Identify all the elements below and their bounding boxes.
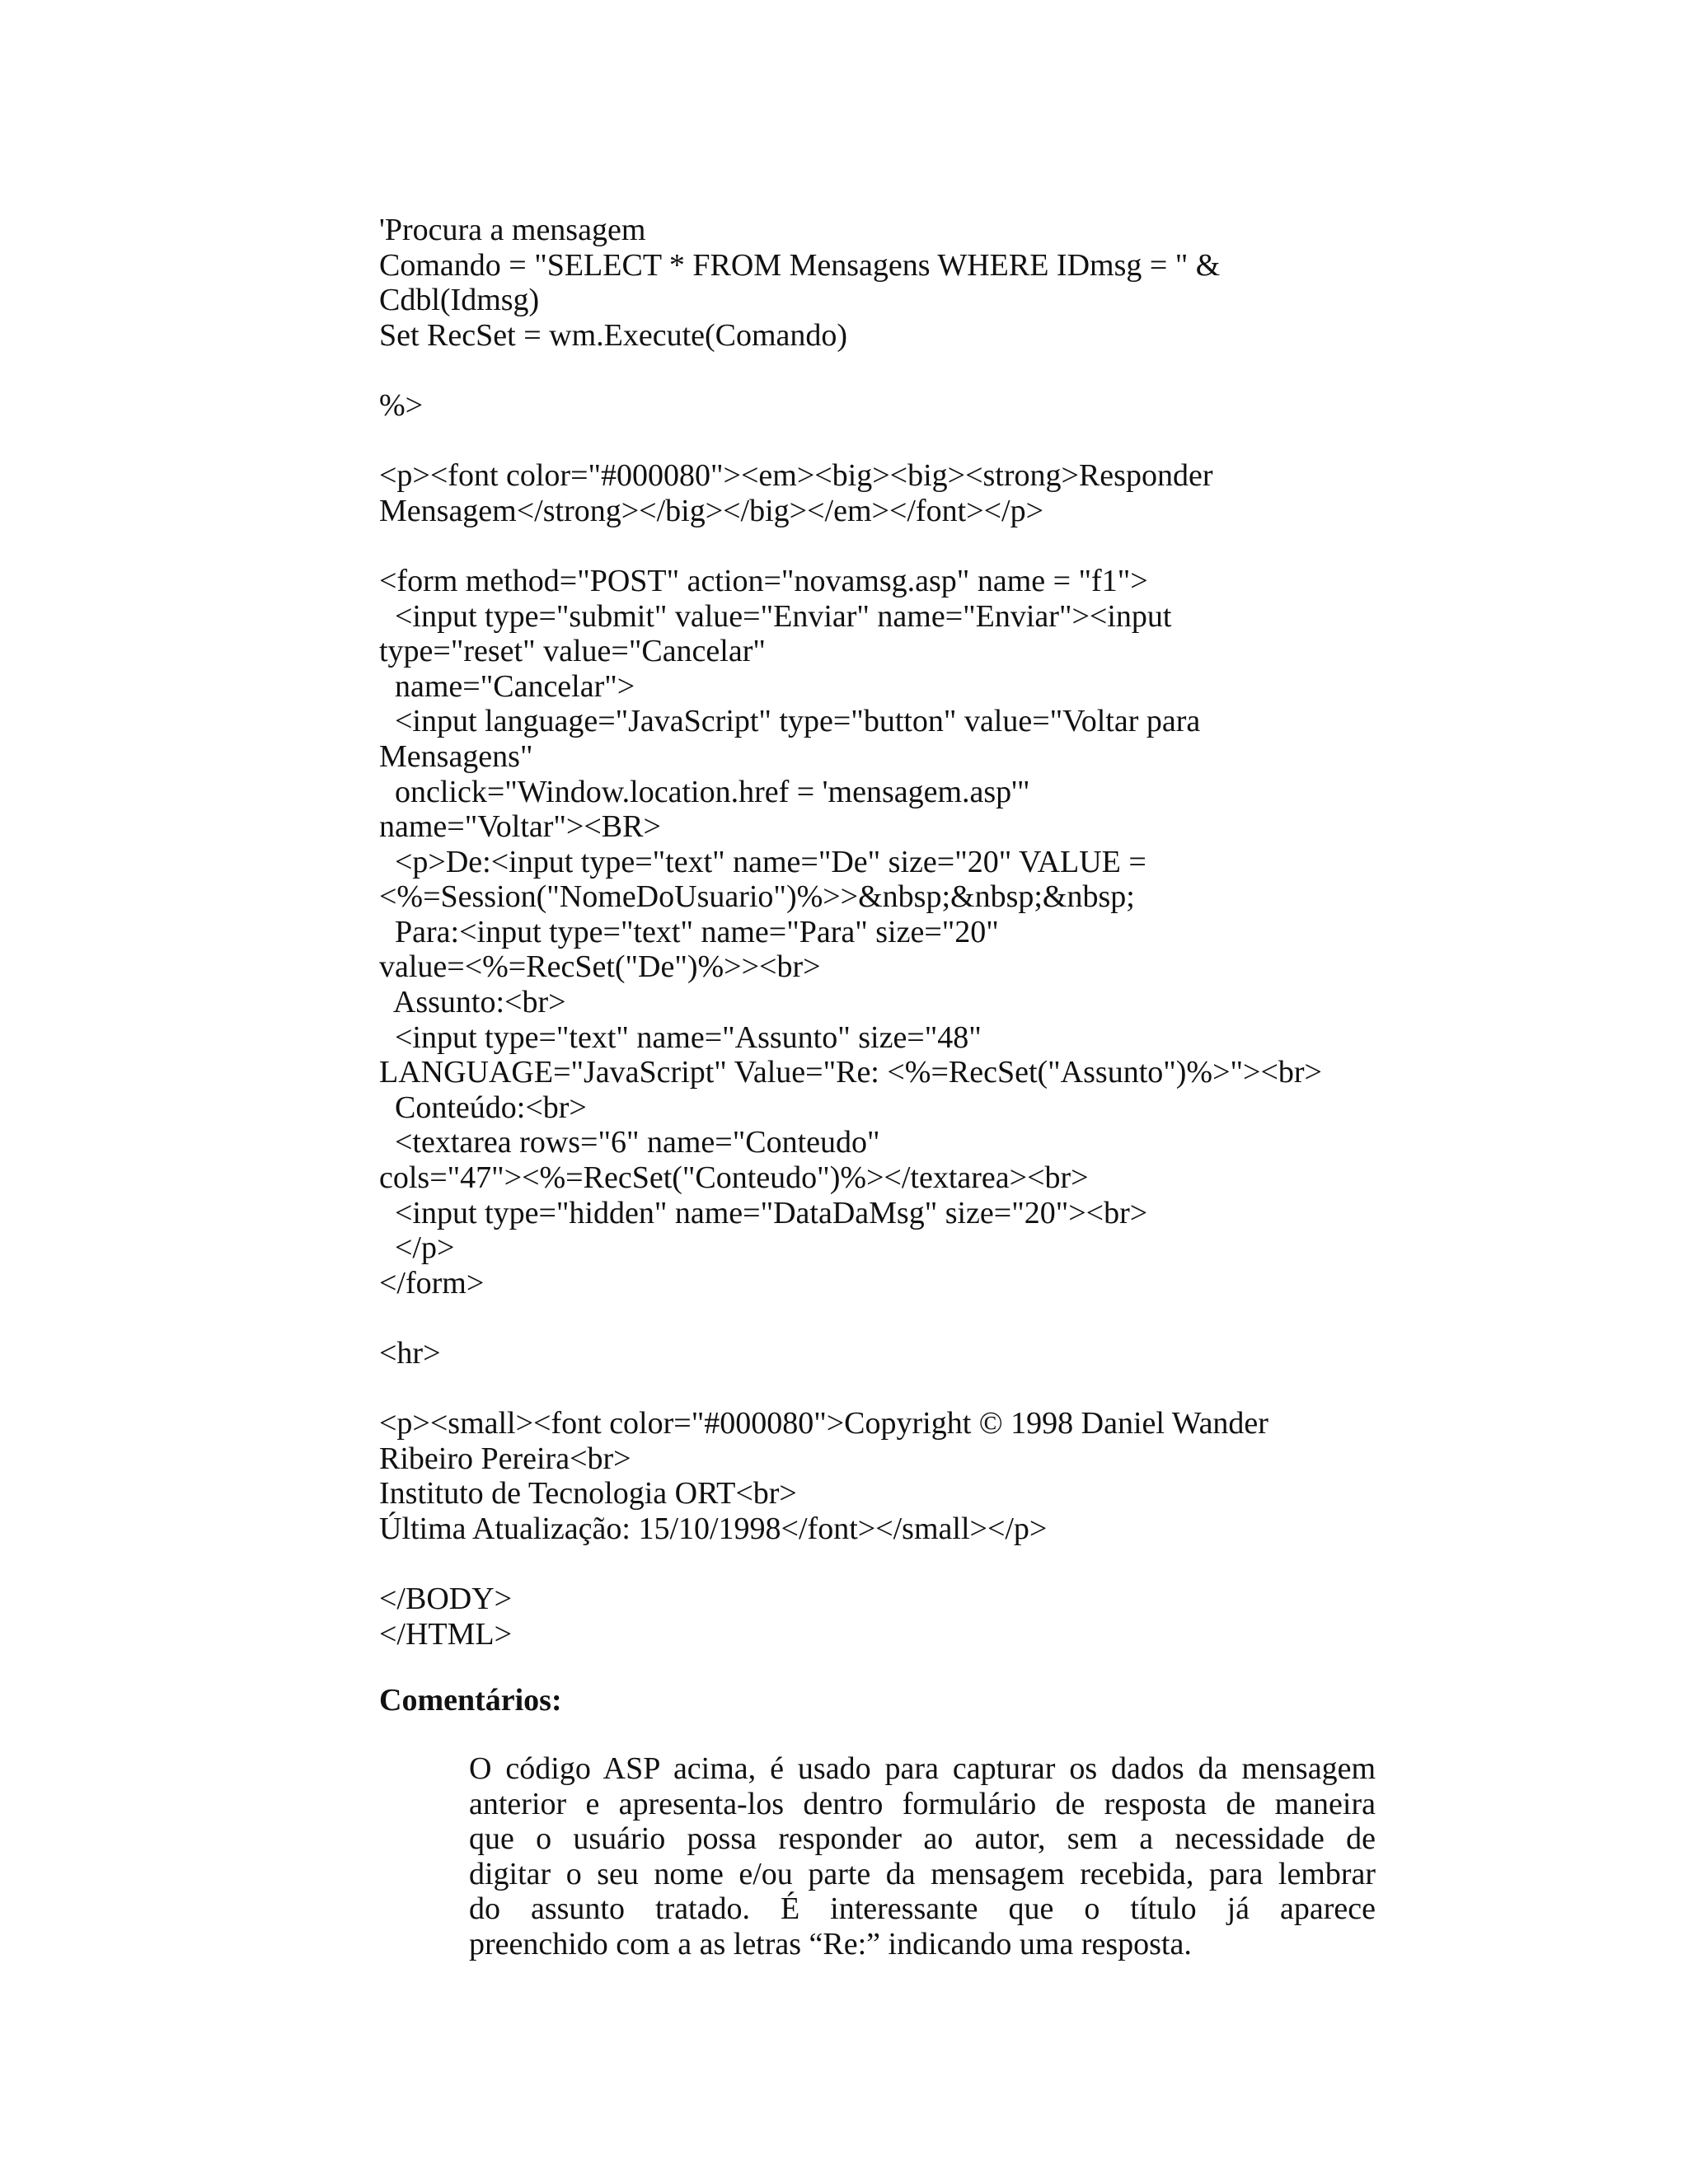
comment-line: que o usuário possa responder ao autor, sem a necessidade de <box>469 1821 1376 1856</box>
code-line <box>379 1371 1409 1407</box>
code-line: <p><small><font color="#000080">Copyright © 1998 Daniel Wander <box>379 1406 1268 1441</box>
code-line <box>379 1301 1409 1336</box>
code-line: <%=Session("NomeDoUsuario")%>>&nbsp;&nbsp;&nbsp; <box>379 879 1135 915</box>
code-listing <box>379 213 1409 1652</box>
code-line: Cdbl(Idmsg) <box>379 283 540 318</box>
comment-line: do assunto tratado. É interessante que o título já aparece <box>469 1891 1376 1926</box>
code-line <box>379 528 1409 564</box>
code-line: <form method="POST" action="novamsg.asp" name = "f1"> <box>379 563 1148 598</box>
code-line: 'Procura a mensagem <box>379 213 646 247</box>
code-line: <input type="hidden" name="DataDaMsg" size="20"><br> <box>379 1195 1148 1230</box>
code-line: cols="47"><%=RecSet("Conteudo")%></textarea><br> <box>379 1160 1089 1196</box>
code-line: value=<%=RecSet("De")%>><br> <box>379 949 821 985</box>
code-line <box>379 353 1409 388</box>
code-line <box>379 1547 1409 1582</box>
comment-line: digitar o seu nome e/ou parte da mensagem recebida, para lembrar <box>469 1856 1376 1891</box>
code-line: <input type="text" name="Assunto" size="48" <box>379 1019 982 1055</box>
code-line: Para:<input type="text" name="Para" size="20" <box>379 914 999 949</box>
code-line: Instituto de Tecnologia ORT<br> <box>379 1476 797 1511</box>
code-line: </HTML> <box>379 1616 513 1652</box>
comment-paragraph <box>469 1751 1376 1961</box>
code-line: Mensagem</strong></big></big></em></font></p> <box>379 493 1043 528</box>
code-line: Última Atualização: 15/10/1998</font></small></p> <box>379 1511 1048 1546</box>
code-line: <textarea rows="6" name="Conteudo" <box>379 1125 880 1160</box>
code-line: </p> <box>379 1230 455 1266</box>
comment-line: anterior e apresenta-los dentro formulário de resposta de maneira <box>469 1786 1376 1821</box>
code-line: onclick="Window.location.href = 'mensagem.asp'" <box>379 774 1030 809</box>
code-line: Set RecSet = wm.Execute(Comando) <box>379 317 848 353</box>
code-line: <input language="JavaScript" type="button" value="Voltar para <box>379 704 1201 739</box>
code-line: </form> <box>379 1265 485 1301</box>
code-line: <input type="submit" value="Enviar" name="Enviar"><input <box>379 598 1172 634</box>
comment-line: O código ASP acima, é usado para capturar os dados da mensagem <box>469 1751 1376 1786</box>
code-line: type="reset" value="Cancelar" <box>379 634 766 669</box>
code-line: Comando = "SELECT * FROM Mensagens WHERE IDmsg = " & <box>379 247 1221 283</box>
code-line: Conteúdo:<br> <box>379 1090 587 1125</box>
code-line: <hr> <box>379 1336 441 1371</box>
code-line: </BODY> <box>379 1582 513 1617</box>
code-line: <p><font color="#000080"><em><big><big><strong>Responder <box>379 458 1213 494</box>
code-line <box>379 424 1409 459</box>
code-line: %> <box>379 387 424 423</box>
code-line: name="Voltar"><BR> <box>379 809 661 845</box>
code-line: <p>De:<input type="text" name="De" size="20" VALUE = <box>379 844 1146 879</box>
code-line: Assunto:<br> <box>379 985 566 1020</box>
code-line: Mensagens" <box>379 738 533 774</box>
comment-line: preenchido com a as letras “Re:” indicando uma resposta. <box>469 1926 1192 1961</box>
code-line: Ribeiro Pereira<br> <box>379 1441 631 1476</box>
comments-heading: Comentários: <box>379 1683 562 1718</box>
code-line: name="Cancelar"> <box>379 668 635 704</box>
code-line: LANGUAGE="JavaScript" Value="Re: <%=RecSet("Assunto")%>"><br> <box>379 1055 1322 1090</box>
